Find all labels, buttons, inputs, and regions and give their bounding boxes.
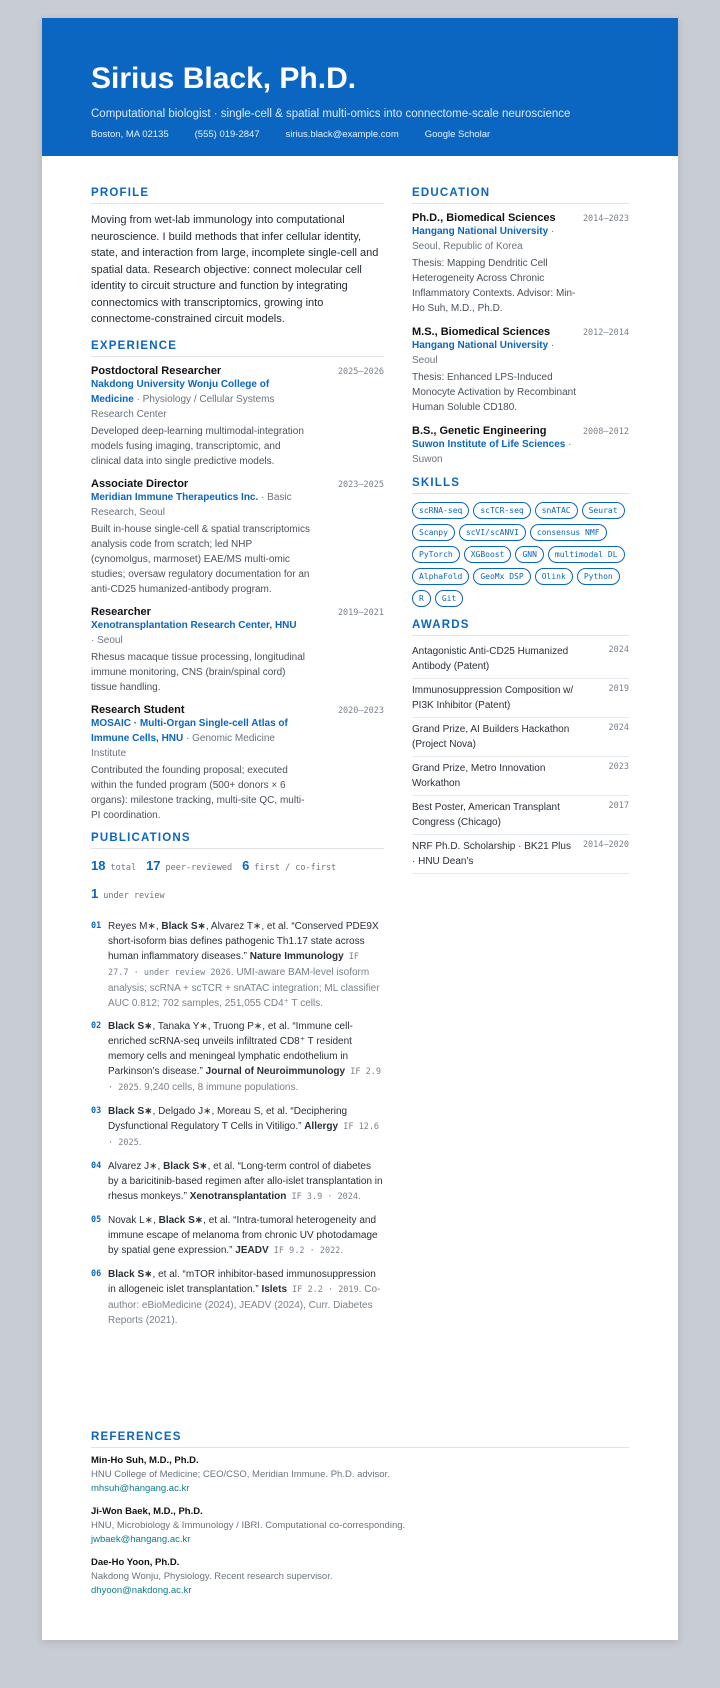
stat-number: 17 [146,857,161,873]
publication-number: 04 [91,1160,102,1171]
education-dates: 2008–2012 [582,427,629,437]
section-title-profile: PROFILE [91,187,384,204]
reference-item [91,1556,629,1598]
experience-description: Rhesus macaque tissue processing, longitudinal immune monitoring, CNS (brain/spinal cord) tissue handling. [91,651,306,693]
award-name: Best Poster, American Transplant Congress (Chicago) [412,802,560,828]
experience-dates: 2019–2021 [337,607,384,618]
stat-label: total [110,862,137,873]
experience-org-detail: · Seoul [91,634,123,646]
skill-tag: multimodal DL [548,546,625,563]
publication-title: , et al. “Long-term control of diabetes by a baricitinib-based regimen after allo-islet transplantation in rhesus monkeys.” [108,1160,383,1202]
publication-citation [108,1019,384,1096]
skill-tag: consensus NMF [530,524,607,541]
reference-name: Min-Ho Suh, M.D., Ph.D. [91,1455,199,1466]
publication-citation [108,1213,384,1259]
experience-org [91,716,301,761]
publication-meta: IF 3.9 · 2024 [286,1191,359,1202]
reference-item [91,1454,629,1496]
experience-header [91,365,384,377]
scholar-link[interactable]: Google Scholar [424,129,491,140]
publication-note: . [358,1190,361,1202]
education-header [412,326,629,338]
education-thesis: Thesis: Mapping Dendritic Cell Heterogeneity Across Chronic Inflammatory Contexts. Advisor: Min-Ho Suh, M.D., Ph.D. [412,258,576,314]
experience-role: Research Student [91,703,185,716]
stat-label: under review [103,890,165,901]
experience-org-detail: · Genomic Medicine Institute [91,732,275,759]
experience-org [91,618,301,648]
header [42,18,678,156]
publication-item [91,919,384,1011]
education-header [412,212,629,224]
experience-dates: 2020–2023 [337,705,384,716]
skill-tag: Git [435,590,463,607]
tagline: Computational biologist · single-cell & spatial multi-omics into connectome-scale neuroscience [91,108,571,120]
award-year: 2024 [608,645,629,655]
skill-tag: snATAC [535,502,578,519]
reference-email-link[interactable]: jwbaek@hangang.ac.kr [91,1534,191,1545]
publication-journal: Journal of Neuroimmunology [205,1065,346,1077]
publication-author-self: Black S∗ [108,1105,153,1117]
award-name: NRF Ph.D. Scholarship · BK21 Plus · HNU Dean's [412,841,571,867]
experience-description: Contributed the founding proposal; executed within the funded program (500+ donors × 6 organs): milestone tracking, multi-site QC, multi-PI coordination. [91,764,305,821]
publication-note: . [340,1244,344,1256]
education-degree: M.S., Biomedical Sciences [412,326,551,338]
experience-item [91,365,384,469]
publication-note: . Co-author: eBioMedicine (2024), JEADV (2024), Curr. Diabetes Reports (2021). [108,1283,381,1326]
publication-author-self: Black S∗ [108,1020,153,1032]
publication-note: . UMI-aware BAM-level isoform analysis; scRNA + scTCR + snATAC integration; ML classifier AUC 0.812; 702 samples, 251,055 CD4⁺ T cells. [108,966,380,1009]
right-column [412,187,629,874]
publication-authors-pre: Reyes M∗, [108,920,162,932]
skill-tag: scRNA-seq [412,502,469,519]
references-section [91,1431,629,1607]
reference-description: HNU, Microbiology & Immunology / IBRI. Computational co-corresponding. [91,1520,406,1531]
skill-tag: PyTorch [412,546,460,563]
publication-author-self: Black S∗ [158,1214,204,1226]
publication-title: , Delgado J∗, Moreau S, et al. “Deciphering Dysfunctional Regulatory T Cells in Vitiligo.” [108,1105,348,1132]
experience-role: Researcher [91,605,151,618]
experience-org [91,377,301,422]
reference-description: HNU College of Medicine; CEO/CSO, Meridian Immune. Ph.D. advisor. [91,1469,390,1480]
section-title-education: EDUCATION [412,187,629,204]
skill-tag: R [412,590,431,607]
publication-number: 06 [91,1268,102,1279]
education-institution-name: Suwon Institute of Life Sciences [412,439,566,450]
publication-list [91,919,384,1328]
education-location: · Suwon [412,439,572,465]
publication-journal: Allergy [304,1120,339,1132]
publication-title: , Tanaka Y∗, Truong P∗, et al. “Immune cell-enriched scRNA-seq unveils infiltrated CD8⁺ T resident memory cells and meningeal lymphatic endothelium in Parkinson’s disease.” [108,1020,353,1077]
education-list [412,212,629,467]
publication-citation [108,1104,384,1151]
skill-tag: scVI/scANVI [459,524,526,541]
education-institution [412,224,572,254]
award-item [412,640,629,679]
publication-citation [108,1267,384,1328]
publication-stat [146,857,232,875]
award-year: 2017 [608,801,629,811]
publication-authors-pre: Novak L∗, [108,1214,159,1226]
education-dates: 2012–2014 [582,328,629,338]
education-degree: Ph.D., Biomedical Sciences [412,212,556,224]
education-thesis: Thesis: Enhanced LPS-Induced Monocyte Activation by Recombinant Human Soluble CD180. [412,372,576,413]
publication-meta: IF 2.2 · 2019 [287,1284,359,1295]
skill-tag: scTCR-seq [473,502,530,519]
experience-org-name: Meridian Immune Therapeutics Inc. [91,491,259,503]
experience-role: Associate Director [91,477,189,490]
publication-note: . [138,1136,142,1148]
contact-bar [91,129,629,140]
publication-stat [242,857,336,875]
stat-number: 18 [91,857,106,873]
experience-org [91,490,301,520]
publication-meta: IF 9.2 · 2022 [268,1245,341,1256]
award-name: Grand Prize, Metro Innovation Workathon [412,763,546,789]
publication-number: 02 [91,1020,102,1031]
education-institution-name: Hangang National University [412,340,549,351]
stat-label: peer-reviewed [165,862,233,873]
publication-title: , et al. “Intra-tumoral heterogeneity and immune escape of melanoma from chronic UV photodamage by spatial gene expression.” [108,1214,378,1256]
experience-org-detail: · Basic Research, Seoul [91,491,292,518]
experience-item [91,606,384,695]
reference-item [91,1505,629,1547]
skill-tag: Olink [535,568,573,585]
location: Boston, MA 02135 [91,129,169,140]
education-location: · Seoul, Republic of Korea [412,226,555,252]
left-column [91,187,384,1336]
education-institution [412,437,572,467]
skill-tags [412,502,629,607]
stat-label: first / co-first [254,862,337,873]
publication-author-self: Black S∗ [163,1160,208,1172]
publication-stat [91,885,165,903]
education-location: · Seoul [412,340,555,366]
experience-item [91,704,384,823]
award-year: 2019 [608,684,629,694]
award-item [412,796,629,835]
experience-list [91,365,384,823]
experience-description: Built in-house single-cell & spatial transcriptomics analysis code from scratch; led NHP (cynomolgus, marmoset) EAE/MS multi-omic studies; oversaw regulatory documentation for an anti-CD25 humanized-antibody program. [91,523,310,595]
publication-journal: Xenotransplantation [189,1190,287,1202]
publication-stat [91,857,136,875]
experience-header [91,478,384,490]
profile-text: Moving from wet-lab immunology into computational neuroscience. I build methods that infer cellular identity, state, and interaction from large, incomplete single-cell and spatial data. Research objective: connect molecular cell identity to circuit structure and function by integrating connectomics with transcriptomics, growing into connectome-constrained circuit models. [91,214,379,325]
publication-item [91,1019,384,1096]
education-institution-name: Hangang National University [412,226,549,237]
publication-item [91,1104,384,1151]
education-degree: B.S., Genetic Engineering [412,425,547,437]
publication-meta: IF 27.7 · under review 2026 [108,951,359,978]
publication-number: 01 [91,920,102,931]
award-year: 2024 [608,723,629,733]
award-item [412,679,629,718]
skill-tag: GNN [515,546,543,563]
reference-name: Ji-Won Baek, M.D., Ph.D. [91,1506,203,1517]
publication-note: . 9,240 cells, 8 immune populations. [138,1081,299,1093]
skill-tag: GeoMx DSP [473,568,530,585]
publication-item [91,1159,384,1205]
skill-tag: XGBoost [464,546,512,563]
award-list [412,640,629,874]
education-institution [412,338,572,368]
reference-email-link[interactable]: mhsuh@hangang.ac.kr [91,1483,190,1494]
experience-org-name: MOSAIC · Multi-Organ Single-cell Atlas of Immune Cells, HNU [91,717,288,744]
publication-citation [108,919,384,1011]
publication-journal: JEADV [235,1244,269,1256]
award-year: 2023 [608,762,629,772]
award-item [412,835,629,874]
publication-citation [108,1159,384,1205]
publication-item [91,1267,384,1328]
education-item [412,425,629,467]
publication-authors-pre: Alvarez J∗, [108,1160,164,1172]
reference-name: Dae-Ho Yoon, Ph.D. [91,1557,180,1568]
publication-title: , et al. “mTOR inhibitor-based immunosuppression in allogeneic islet transplantation.” [108,1268,376,1295]
experience-role: Postdoctoral Researcher [91,364,222,377]
award-name: Antagonistic Anti-CD25 Humanized Antibody (Patent) [412,646,569,672]
publication-journal: Nature Immunology [249,950,344,962]
education-dates: 2014–2023 [582,214,629,224]
section-title-awards: AWARDS [412,619,629,636]
education-item [412,326,629,415]
reference-email-link[interactable]: dhyoon@nakdong.ac.kr [91,1585,192,1596]
award-item [412,757,629,796]
award-year: 2014–2020 [582,840,629,850]
experience-item [91,478,384,597]
publication-stats [91,857,384,913]
experience-header [91,606,384,618]
publication-meta: IF 2.9 · 2025 [108,1066,381,1093]
stat-number: 1 [91,885,99,901]
publication-title: , Alvarez T∗, et al. “Conserved PDE9X short-isoform bias defines pathogenic Th1.17 state across human inflammatory diseases.” [108,920,379,962]
experience-org-name: Nakdong University Wonju College of Medicine [91,378,270,405]
award-name: Grand Prize, AI Builders Hackathon (Project Nova) [412,724,570,750]
publication-number: 03 [91,1105,102,1116]
experience-org-name: Xenotransplantation Research Center, HNU [91,619,297,631]
phone: (555) 019-2847 [194,129,260,140]
resume-page [42,18,678,1640]
reference-description: Nakdong Wonju, Physiology. Recent research supervisor. [91,1571,333,1582]
email-link[interactable]: sirius.black@example.com [285,129,399,140]
publication-number: 05 [91,1214,102,1225]
award-item [412,718,629,757]
education-item [412,212,629,316]
section-title-references: REFERENCES [91,1431,629,1448]
skill-tag: Python [577,568,620,585]
experience-org-detail: · Physiology / Cellular Systems Research Center [91,393,275,420]
page-title: Sirius Black, Ph.D. [91,62,357,95]
skill-tag: Seurat [582,502,625,519]
skill-tag: AlphaFold [412,568,469,585]
publication-meta: IF 12.6 · 2025 [108,1121,380,1148]
section-title-experience: EXPERIENCE [91,340,384,357]
experience-description: Developed deep-learning multimodal-integration models fusing imaging, transcriptomic, and clinical data into single predictive models. [91,425,304,467]
education-header [412,425,629,437]
experience-dates: 2025–2026 [337,366,384,377]
publication-journal: Islets [261,1283,288,1295]
section-title-skills: SKILLS [412,477,629,494]
section-title-publications: PUBLICATIONS [91,832,384,849]
publication-item [91,1213,384,1259]
publication-author-self: Black S∗ [161,920,206,932]
award-name: Immunosuppression Composition w/ PI3K Inhibitor (Patent) [412,685,574,711]
experience-dates: 2023–2025 [337,479,384,490]
publication-author-self: Black S∗ [108,1268,153,1280]
stat-number: 6 [242,857,250,873]
reference-list [91,1454,629,1598]
skill-tag: Scanpy [412,524,455,541]
experience-header [91,704,384,716]
